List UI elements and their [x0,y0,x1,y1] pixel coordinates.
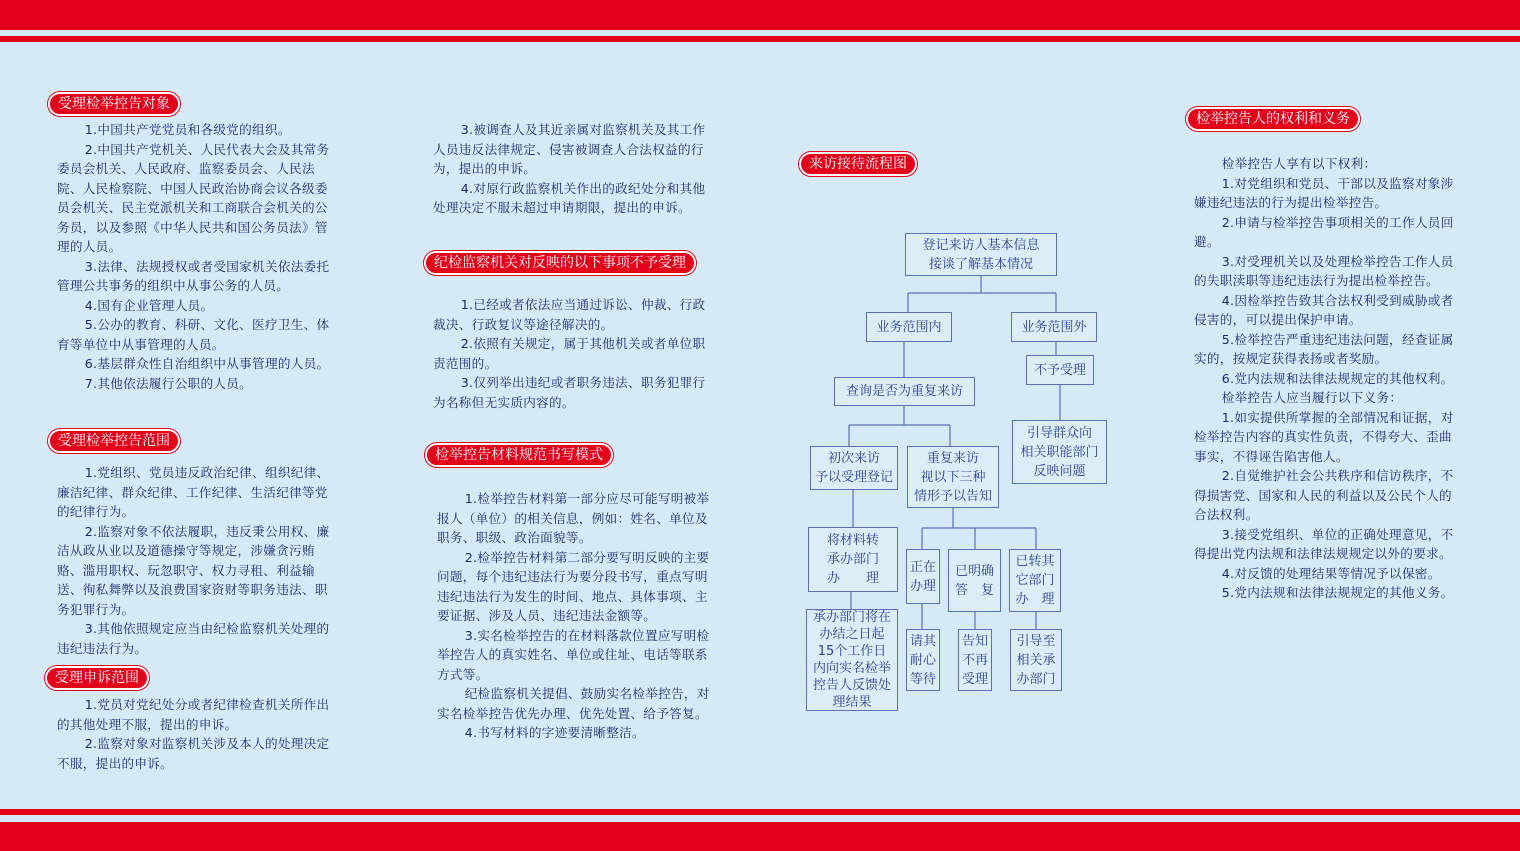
list-item: 1.检举控告材料第一部分应尽可能写明被举报人（单位）的相关信息，例如：姓名、单位及职务、职级、政治面貌等。 [437,491,710,545]
flow-node-no-longer-accept: 告知 不再 受理 [958,629,992,691]
list-item: 1.中国共产党党员和各级党的组织。 [84,122,291,137]
list-item: 4.国有企业管理人员。 [84,297,214,313]
list-item: 1.对党组织和党员、干部以及监察对象涉嫌违纪违法的行为提出检举控告。 [1194,175,1454,210]
heading-writing-format: 检举控告材料规范书写模式 [425,443,613,467]
heading-targets: 受理检举控告对象 [48,92,180,116]
list-item: 2.依照有关规定，属于其他机关或者单位职责范围的。 [433,336,706,371]
list-item: 1.党员对党纪处分或者纪律检查机关所作出的其他处理不服，提出的申诉。 [57,697,330,732]
list-item: 3.其他依照规定应当由纪检监察机关处理的违纪违法行为。 [57,621,330,656]
list-item: 3.实名检举控告的在材料落款位置应写明检举控告人的真实姓名、单位或住址、电话等联系方式等。 [437,627,710,682]
flow-node-transfer: 将材料转 承办部门 办 理 [808,527,898,592]
list-item: 7.其他依法履行公职的人员。 [84,375,253,391]
list-item: 1.党组织、党员违反政治纪律、组织纪律、廉洁纪律、群众纪律、工作纪律、生活纪律等党的纪律行为。 [57,465,330,519]
list-item: 1.如实提供所掌握的全部情况和证据，对检举控告内容的真实性负责，不得夸大、歪曲事实，不得诬告陷害他人。 [1194,409,1454,464]
list-item: 1.已经或者依法应当通过诉讼、仲裁、行政裁决、行政复议等途径解决的。 [433,297,706,332]
flow-node-transferred: 已转其 它部门 办 理 [1009,549,1061,612]
flow-node-repeat-visit: 重复来访 视以下三种 情形予以告知 [907,446,999,508]
heading-appeals: 受理申诉范围 [45,666,149,690]
flow-node-reject: 不予受理 [1026,355,1094,385]
flow-node-register: 登记来访人基本信息 接谈了解基本情况 [905,233,1057,276]
list-item: 检举控告人应当履行以下义务： [1221,390,1403,405]
list-item: 2.中国共产党机关、人民代表大会及其常务委员会机关、人民政府、监察委员会、人民法院、人民检察院、中国人民政治协商会议各级委员会机关、民主党派机关和工商联合会机关的公务员，以及参照《中华人民共和国公务员法》管理的人员。 [57,141,330,254]
flow-node-feedback: 承办部门将在 办结之日起 15个工作日 内向实名检举 控告人反馈处 理结果 [806,609,898,711]
list-item: 5.党内法规和法律法规规定的其他义务。 [1221,585,1454,600]
list-item: 5.公办的教育、科研、文化、医疗卫生、体育等单位中从事管理的人员。 [57,317,330,352]
heading-not-accepted: 纪检监察机关对反映的以下事项不予受理 [424,251,696,275]
list-item: 4.对反馈的处理结果等情况予以保密。 [1221,565,1441,581]
list-item: 2.申请与检举控告事项相关的工作人员回避。 [1194,214,1454,249]
heading-scope: 受理检举控告范围 [48,429,180,453]
list-item: 6.党内法规和法律法规规定的其他权利。 [1221,370,1454,386]
list-item: 3.对受理机关以及处理检举控告工作人员的失职渎职等违纪违法行为提出检举控告。 [1194,253,1454,288]
list-item: 5.检举控告严重违纪违法问题，经查证属实的，按规定获得表扬或者奖励。 [1194,331,1454,366]
list-item: 6.基层群众性自治组织中从事管理的人员。 [84,356,330,371]
flow-node-answered: 已明确 答 复 [948,549,1001,612]
list-item: 2.监察对象不依法履职，违反秉公用权、廉洁从政从业以及道德操守等规定，涉嫌贪污贿赂、滥用职权、玩忽职守、权力寻租、利益输送、徇私舞弊以及浪费国家资财等职务违法、职务犯罪行为。 [57,523,330,617]
rights-duties-list [1194,154,1458,603]
list-item: 3.法律、法规授权或者受国家机关依法委托管理公共事务的组织中从事公务的人员。 [57,258,330,293]
list-item: 3.被调查人及其近亲属对监察机关及其工作人员违反法律规定、侵害被调查人合法权益的行为，提出的申诉。 [433,122,706,176]
list-item: 4.书写材料的字迹要清晰整洁。 [464,725,645,740]
list-item: 检举控告人享有以下权利： [1221,156,1377,171]
flow-node-guide-handler: 引导至 相关承 办部门 [1010,629,1062,691]
flow-node-in-scope: 业务范围内 [866,312,952,342]
flow-node-in-progress: 正在 办理 [906,549,940,604]
list-item: 纪检监察机关提倡、鼓励实名检举控告，对实名检举控告优先办理、优先处置、给予答复。 [437,686,710,721]
list-item: 2.检举控告材料第二部分要写明反映的主要问题，每个违纪违法行为要分段书写，重点写明违纪违法行为发生的时间、地点、具体事项、主要证据、涉及人员、违纪违法金额等。 [437,549,710,623]
flow-node-first-visit: 初次来访 予以受理登记 [810,446,898,490]
list-item: 4.对原行政监察机关作出的政纪处分和其他处理决定不服未超过申请期限，提出的申诉。 [433,180,706,215]
list-item: 2.自觉维护社会公共秩序和信访秩序，不得损害党、国家和人民的利益以及公民个人的合法权利。 [1194,468,1454,522]
heading-flowchart: 来访接待流程图 [799,152,917,176]
list-item: 3.仅列举出违纪或者职务违法、职务犯罪行为名称但无实质内容的。 [433,375,706,410]
flow-node-guide-department: 引导群众向 相关职能部门 反映问题 [1012,420,1107,484]
list-item: 2.监察对象对监察机关涉及本人的处理决定不服，提出的申诉。 [57,736,330,771]
heading-rights-duties: 检举控告人的权利和义务 [1186,107,1360,131]
flow-node-wait: 请其 耐心 等待 [906,629,940,691]
flow-node-check-repeat: 查询是否为重复来访 [834,377,975,406]
list-item: 4.因检举控告致其合法权利受到威胁或者侵害的，可以提出保护申请。 [1194,292,1454,327]
flow-node-out-of-scope: 业务范围外 [1011,312,1097,342]
list-item: 3.接受党组织、单位的正确处理意见，不得提出党内法规和法律法规规定以外的要求。 [1194,526,1454,561]
